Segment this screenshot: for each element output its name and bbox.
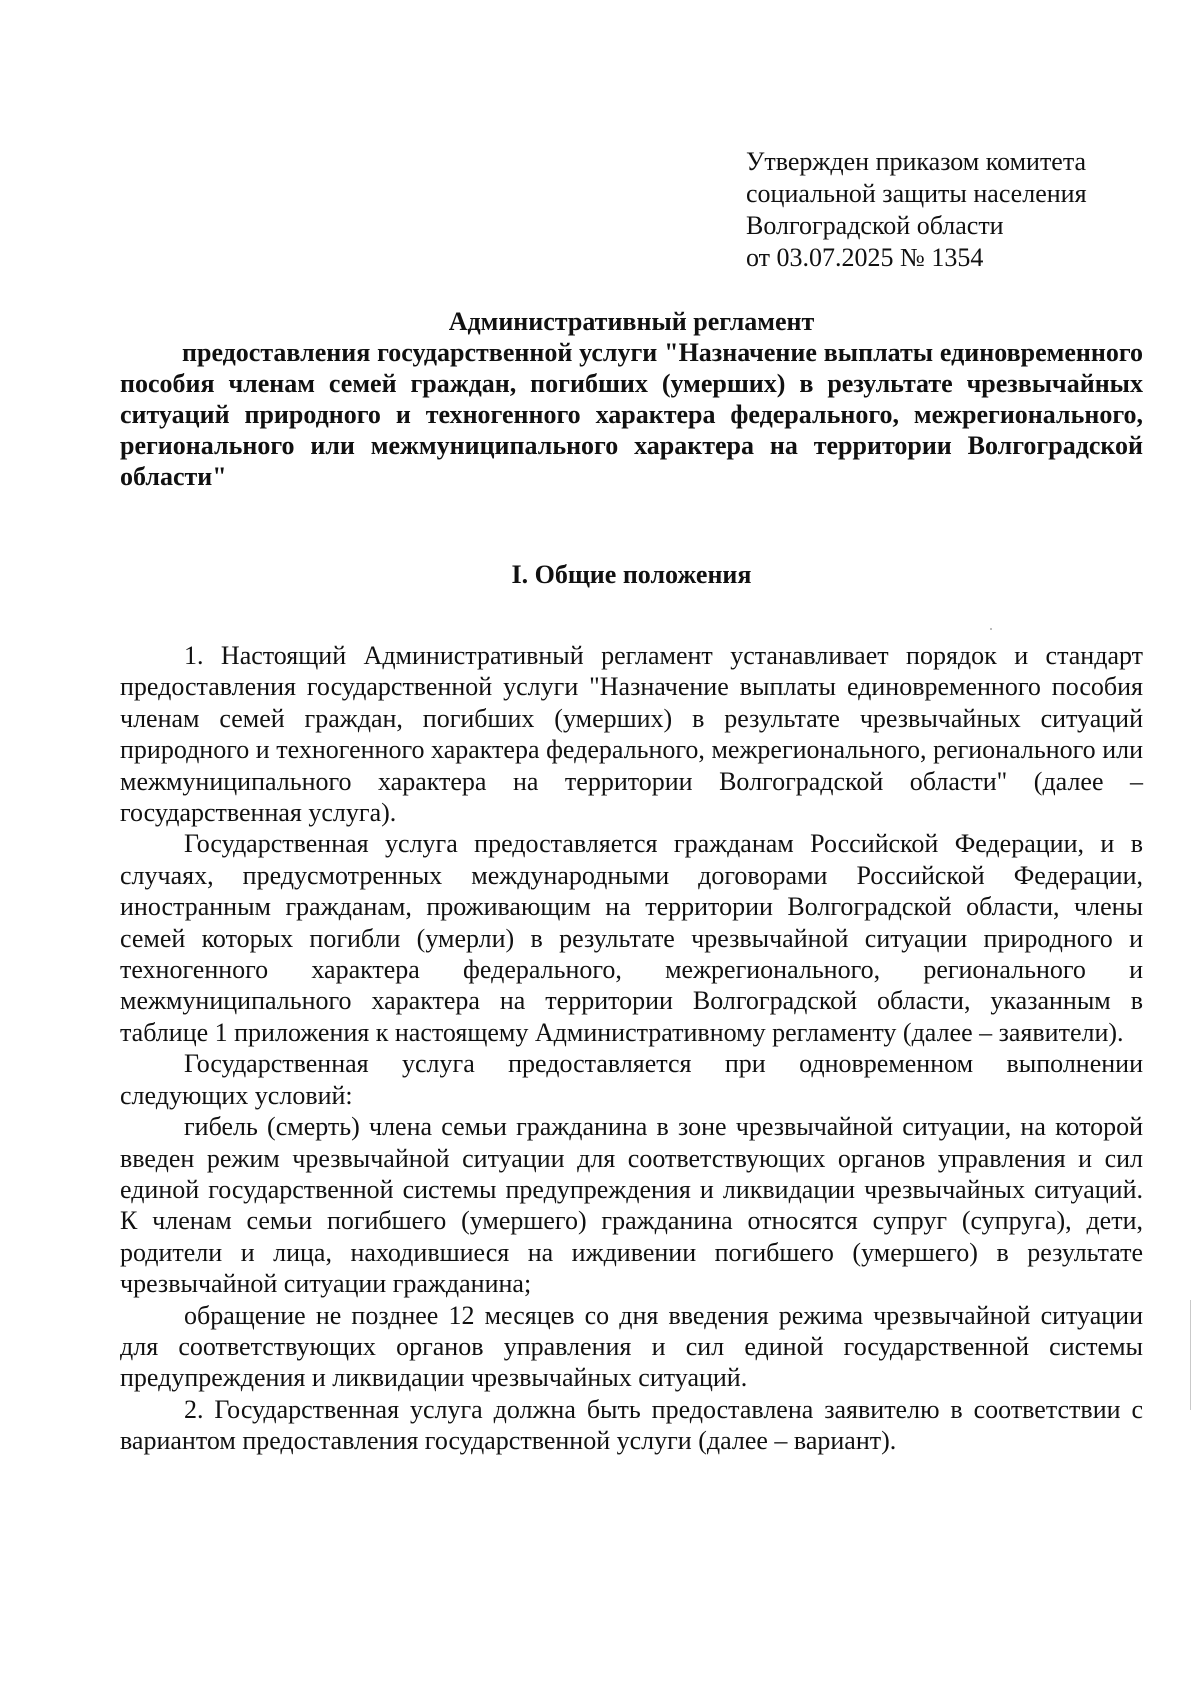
scan-edge-mark [1190, 1300, 1191, 1410]
approval-line: Утвержден приказом комитета [746, 147, 1087, 176]
paragraph: Государственная услуга предоставляется гражданам Российской Федерации, и в случаях, предусмотренных международными договорами Российской Федерации, иностранным гражданам, проживающим на территории Волгоградской области, члены семей которых погибли (умерли) в результате чрезвычайной ситуации природного и техногенного характера федерального, межрегионального, регионального и межмуниципального характера на территории Волгоградской области, указанным в таблице 1 приложения к настоящему Административному регламенту (далее – заявители). [120, 829, 1143, 1047]
paragraph: Государственная услуга предоставляется при одновременном выполнении следующих условий: [120, 1049, 1143, 1110]
title-main: Административный регламент [448, 307, 815, 336]
scan-speck [990, 628, 992, 630]
paragraph: гибель (смерть) члена семьи гражданина в зоне чрезвычайной ситуации, на которой введен режим чрезвычайной ситуации для соответствующих органов управления и сил единой государственной системы предупреждения и ликвидации чрезвычайных ситуаций. К членам семьи погибшего (умершего) гражданина относятся супруг (супруга), дети, родители и лица, находившиеся на иждивении погибшего (умершего) в результате чрезвычайной ситуации гражданина; [120, 1112, 1143, 1299]
document-body [120, 640, 1143, 1457]
paragraph: 1. Настоящий Административный регламент устанавливает порядок и стандарт предоставления государственной услуги "Назначение выплаты единовременного пособия членам семей граждан, погибших (умерших) в результате чрезвычайных ситуаций природного и техногенного характера федерального, межрегионального, регионального или межмуниципального характера на территории Волгоградской области" (далее – государственная услуга). [120, 641, 1143, 828]
section-heading: I. Общие положения [511, 560, 752, 589]
approval-line: социальной защиты населения [746, 179, 1087, 208]
approval-order-number: от 03.07.2025 № 1354 [746, 243, 984, 272]
document-title [120, 306, 1143, 492]
paragraph: обращение не позднее 12 месяцев со дня введения режима чрезвычайной ситуации для соответствующих органов управления и сил единой государственной системы предупреждения и ликвидации чрезвычайных ситуаций. [120, 1300, 1143, 1393]
approval-line: Волгоградской области [746, 211, 1004, 240]
paragraph: 2. Государственная услуга должна быть предоставлена заявителю в соответствии с вариантом предоставления государственной услуги (далее – вариант). [120, 1394, 1143, 1456]
title-body: предоставления государственной услуги "Назначение выплаты единовременного пособия членам семей граждан, погибших (умерших) в результате чрезвычайных ситуаций природного и техногенного характера федерального, межрегионального, регионального или межмуниципального характера на территории Волгоградской области" [120, 338, 1143, 491]
approval-block [746, 146, 1166, 274]
